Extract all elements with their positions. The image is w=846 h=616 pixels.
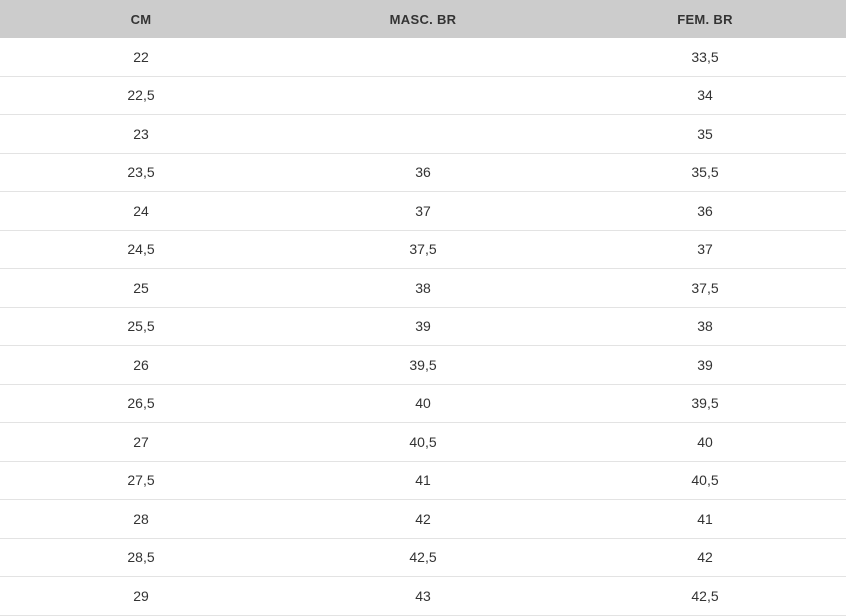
table-cell (282, 115, 564, 154)
table-cell: 37,5 (282, 230, 564, 269)
table-cell: 23 (0, 115, 282, 154)
table-cell: 38 (282, 269, 564, 308)
table-cell: 39 (282, 307, 564, 346)
column-header-masc: MASC. BR (282, 0, 564, 38)
table-cell: 41 (282, 461, 564, 500)
table-row (0, 538, 846, 577)
table-row (0, 500, 846, 539)
table-cell: 38 (564, 307, 846, 346)
table-cell: 25,5 (0, 307, 282, 346)
table-cell: 37,5 (564, 269, 846, 308)
table-cell: 24,5 (0, 230, 282, 269)
table-cell: 40,5 (564, 461, 846, 500)
table-cell: 39,5 (564, 384, 846, 423)
table-row (0, 577, 846, 616)
table-cell (282, 76, 564, 115)
table-cell: 43 (282, 577, 564, 616)
table-cell: 35 (564, 115, 846, 154)
table-cell: 23,5 (0, 153, 282, 192)
table-row (0, 307, 846, 346)
table-cell: 42 (282, 500, 564, 539)
table-cell: 42 (564, 538, 846, 577)
table-cell: 33,5 (564, 38, 846, 76)
table-row (0, 423, 846, 462)
table-body (0, 38, 846, 615)
table-cell: 24 (0, 192, 282, 231)
table-cell: 40,5 (282, 423, 564, 462)
table-row (0, 38, 846, 76)
table-cell: 37 (282, 192, 564, 231)
table-row (0, 346, 846, 385)
table-row (0, 153, 846, 192)
table-cell: 36 (564, 192, 846, 231)
table-cell: 29 (0, 577, 282, 616)
table-cell: 27,5 (0, 461, 282, 500)
table-row (0, 230, 846, 269)
table-row (0, 269, 846, 308)
table-cell (282, 38, 564, 76)
table-cell: 28,5 (0, 538, 282, 577)
table-cell: 37 (564, 230, 846, 269)
table-cell: 28 (0, 500, 282, 539)
table-cell: 41 (564, 500, 846, 539)
table-row (0, 76, 846, 115)
table-header (0, 0, 846, 38)
table-header-row (0, 0, 846, 38)
table-cell: 34 (564, 76, 846, 115)
table-cell: 26 (0, 346, 282, 385)
table-cell: 22 (0, 38, 282, 76)
table-row (0, 115, 846, 154)
table-row (0, 384, 846, 423)
table-cell: 39 (564, 346, 846, 385)
column-header-cm: CM (0, 0, 282, 38)
table-cell: 26,5 (0, 384, 282, 423)
table-cell: 35,5 (564, 153, 846, 192)
table-cell: 22,5 (0, 76, 282, 115)
table-cell: 40 (282, 384, 564, 423)
table-cell: 39,5 (282, 346, 564, 385)
table-cell: 27 (0, 423, 282, 462)
table-cell: 25 (0, 269, 282, 308)
table-row (0, 192, 846, 231)
table-row (0, 461, 846, 500)
table-cell: 42,5 (564, 577, 846, 616)
column-header-fem: FEM. BR (564, 0, 846, 38)
table-cell: 40 (564, 423, 846, 462)
table-cell: 36 (282, 153, 564, 192)
table-cell: 42,5 (282, 538, 564, 577)
